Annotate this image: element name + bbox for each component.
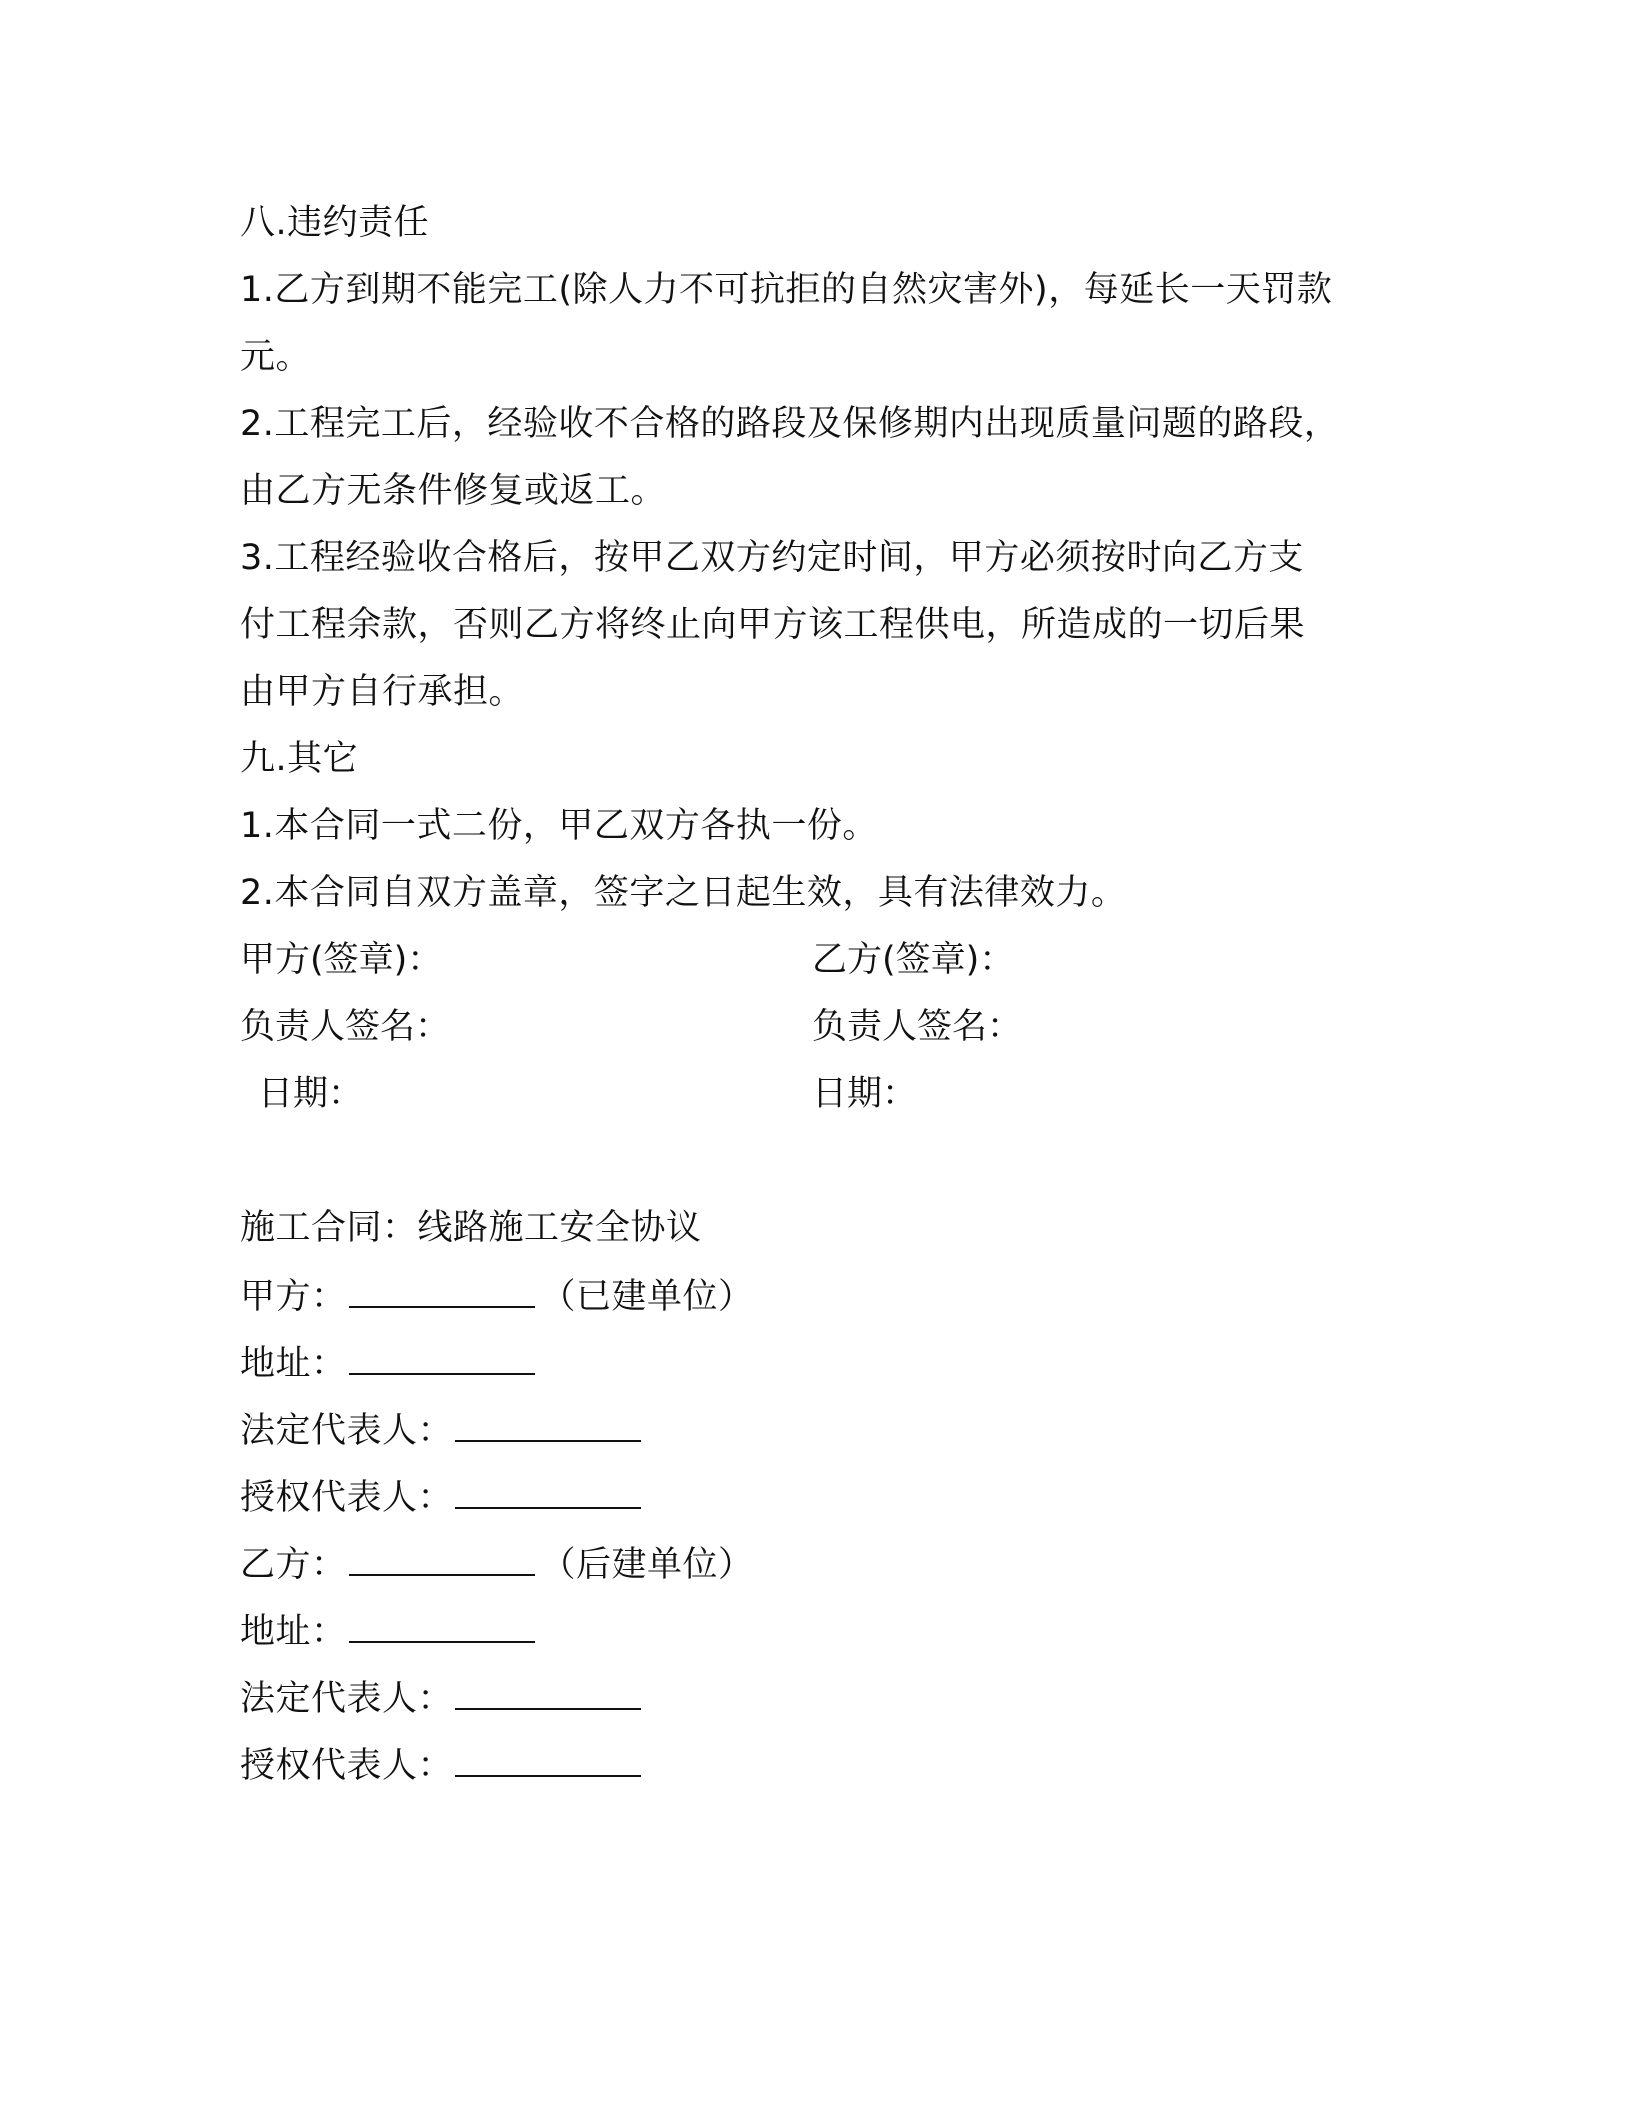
section-9-heading: 九.其它 [240,739,359,779]
party-b-legal-rep-blank [455,1664,641,1710]
party-a-date-label: 日期： [258,1074,364,1114]
party-b-seal-label: 乙方(签章)： [812,940,1015,980]
agreement-party-a-legal-rep-line [240,1396,1400,1463]
agreement-party-b-auth-rep-line [240,1731,1400,1798]
party-a-auth-rep-label: 授权代表人： [240,1478,454,1518]
section-8-item-1-line-2: 元。 [240,337,312,377]
party-b-note: （后建单位） [540,1545,754,1585]
party-b-auth-rep-label: 授权代表人： [240,1746,454,1786]
party-a-auth-rep-blank [455,1463,641,1509]
blank-line [240,1128,1400,1195]
party-b-person-label: 负责人签名： [812,1007,1023,1047]
party-b-blank [349,1530,535,1576]
section-8-item-3-line-3: 由甲方自行承担。 [240,672,525,712]
party-b-address-label: 地址： [240,1612,347,1652]
section-9-item-1: 1.本合同一式二份，甲乙双方各执一份。 [240,806,878,846]
party-b-auth-rep-blank [455,1731,641,1777]
party-a-label: 甲方： [240,1277,347,1317]
party-a-person-label: 负责人签名： [240,1007,451,1047]
section-8-item-3-line-1: 3.工程经验收合格后，按甲乙双方约定时间，甲方必须按时向乙方支 [240,538,1304,578]
party-a-legal-rep-label: 法定代表人： [240,1411,454,1451]
section-8-heading: 八.违约责任 [240,203,430,243]
agreement-party-b-address-line [240,1597,1400,1664]
agreement-party-a-line [240,1262,1400,1329]
section-8-item-2-line-1: 2.工程完工后，经验收不合格的路段及保修期内出现质量问题的路段， [240,404,1340,444]
agreement-party-b-legal-rep-line [240,1664,1400,1731]
party-a-address-blank [349,1329,535,1375]
party-b-date-label: 日期： [812,1074,918,1114]
party-a-legal-rep-blank [455,1396,641,1442]
party-b-label: 乙方： [240,1545,347,1585]
section-8-item-1-line-1: 1.乙方到期不能完工(除人力不可抗拒的自然灾害外)，每延长一天罚款 [240,270,1333,310]
agreement-party-b-line [240,1530,1400,1597]
section-9-item-2: 2.本合同自双方盖章，签字之日起生效，具有法律效力。 [240,873,1127,913]
party-a-address-label: 地址： [240,1344,347,1384]
party-a-blank [349,1262,535,1308]
signature-row-date [240,1061,1400,1128]
section-8-item-2-line-2: 由乙方无条件修复或返工。 [240,471,667,511]
signature-row-seal [240,927,1400,994]
party-a-note: （已建单位） [540,1277,754,1317]
party-a-seal-label: 甲方(签章)： [240,940,443,980]
party-b-address-blank [349,1597,535,1643]
document-body [240,190,1400,1798]
section-8-item-3-line-2: 付工程余款，否则乙方将终止向甲方该工程供电，所造成的一切后果 [240,605,1306,645]
party-b-legal-rep-label: 法定代表人： [240,1679,454,1719]
signature-row-person [240,994,1400,1061]
agreement-party-a-auth-rep-line [240,1463,1400,1530]
agreement-title: 施工合同：线路施工安全协议 [240,1208,702,1248]
agreement-party-a-address-line [240,1329,1400,1396]
